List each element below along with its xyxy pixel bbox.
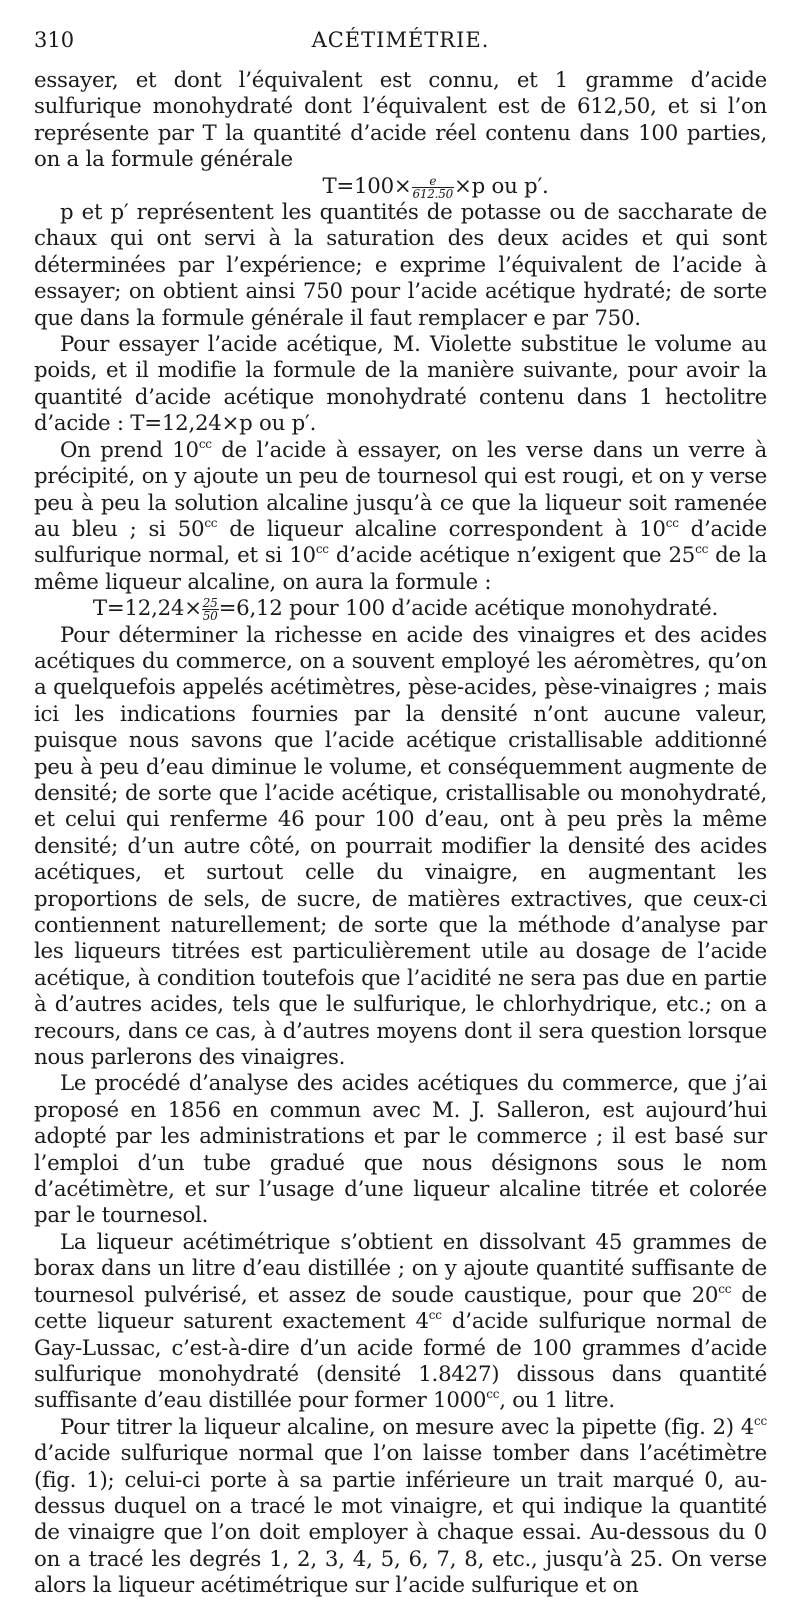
formula-fraction	[202, 597, 219, 622]
text-run: , ou 1 litre.	[499, 1388, 615, 1414]
result-formula	[34, 596, 767, 622]
paragraph-salleron: Le procédé d’analyse des acides acétiques du commerce, que j’ai proposé en 1856 en commun avec M. J. Salleron, est aujourd’hui adopté par les administrations et par le commerce ; il est basé sur l’emploi d’un tube gradué que nous désignons sous le nom d’acétimètre, et sur l’usage d’une liqueur alcaline titrée et colorée par le tournesol.	[34, 1071, 767, 1229]
unit-cc: cc	[428, 1308, 442, 1323]
fraction-denominator: 50	[202, 609, 218, 624]
text-run: La liqueur acétimétrique s’obtient en dissolvant 45 grammes de borax dans un litre d’eau distillée ; on y ajoute quantité suffisante de tournesol pulvérisé, et assez de soude caustique, pour que 20	[34, 1229, 767, 1308]
paragraph-procedure	[34, 438, 767, 596]
page-header	[34, 28, 767, 68]
formula-rhs: ×p ou p′.	[454, 173, 549, 199]
formula-rhs: =6,12 pour 100 d’acide acétique monohydraté.	[218, 596, 719, 622]
text-run: d’acide sulfurique normal que l’on laisse tomber dans l’acétimètre (fig. 1); celui-ci porte à sa partie inférieure un trait marqué 0, au-dessus duquel on a tracé le mot vinaigre, et qui indique la quantité de vinaigre que l’on doit employer à chaque essai. Au-dessous du 0 on a tracé les degrés 1, 2, 3, 4, 5, 6, 7, 8, etc., jusqu’à 25. On verse alors la liqueur acétimétrique sur l’acide sulfurique et on	[34, 1441, 767, 1599]
text-run: de l’acide à essayer, on les verse dans un verre à précipité, on y ajoute un peu de tournesol qui est rougi, et on y verse peu à peu la solution alcaline jusqu’à ce que la liqueur soit ramenée au bleu ; si 50	[34, 437, 767, 542]
fraction-numerator: 25	[202, 596, 218, 611]
paragraph-variables: p et p′ représentent les quantités de potasse ou de saccharate de chaux qui ont servi à la saturation des deux acides et qui sont déterminées par l’expérience; e exprime l’équivalent de l’acide à essayer; on obtient ainsi 750 pour l’acide acétique hydraté; de sorte que dans la formule générale il faut remplacer e par 750.	[34, 200, 767, 331]
fraction-numerator: e	[412, 175, 455, 188]
unit-cc: cc	[665, 515, 679, 530]
page-number: 310	[34, 28, 75, 52]
paragraph-continuation: essayer, et dont l’équivalent est connu, et 1 gramme d’acide sulfurique monohydraté dont l’équivalent est de 612,50, et si l’on représente par T la quantité d’acide réel contenu dans 100 parties, on a la formule générale	[34, 68, 767, 173]
text-run: d’acide acétique n’exigent que 25	[328, 543, 696, 569]
text-run: On prend 10	[60, 437, 199, 463]
unit-cc: cc	[315, 542, 329, 557]
formula-lhs: T=12,24×	[92, 596, 202, 622]
running-head: ACÉTIMÉTRIE.	[311, 28, 490, 52]
text-run: de la même liqueur alcaline, on aura la formule :	[34, 543, 767, 595]
fraction-denominator: 612.50	[412, 186, 453, 201]
general-formula	[34, 174, 767, 200]
unit-cc: cc	[718, 1281, 732, 1296]
unit-cc: cc	[204, 515, 218, 530]
book-page	[34, 28, 767, 1600]
text-run: d’acide sulfurique normal, et si 10	[34, 516, 767, 569]
paragraph-violette: Pour essayer l’acide acétique, M. Violette substitue le volume au poids, et il modifie la formule de la manière suivante, pour avoir la quantité d’acide acétique monohydraté contenu dans 1 hectolitre d’acide : T=12,24×p ou p′.	[34, 332, 767, 437]
text-run: Pour titrer la liqueur alcaline, on mesure avec la pipette (fig. 2) 4	[60, 1414, 755, 1440]
unit-cc: cc	[198, 436, 212, 451]
page-body	[34, 68, 767, 1600]
formula-fraction	[412, 175, 455, 200]
text-run: de liqueur alcaline correspondent à 10	[217, 516, 666, 542]
unit-cc: cc	[754, 1413, 767, 1428]
text-run: de cette liqueur saturent exactement 4	[34, 1282, 767, 1335]
paragraph-titrer	[34, 1415, 767, 1600]
unit-cc: cc	[486, 1387, 500, 1402]
unit-cc: cc	[695, 542, 709, 557]
paragraph-liqueur	[34, 1230, 767, 1415]
paragraph-aerometres: Pour déterminer la richesse en acide des vinaigres et des acides acétiques du commerce, on a souvent employé les aéromètres, qu’on a quelquefois appelés acétimètres, pèse-acides, pèse-vinaigres ; mais ici les indications fournies par la densité n’ont aucune valeur, puisque nous savons que l’acide acétique cristallisable additionné peu à peu d’eau diminue le volume, et conséquemment augmente de densité; de sorte que l’acide acétique, cristallisable ou monohydraté, et celui qui renferme 46 pour 100 d’eau, ont à peu près la même densité; d’un autre côté, on pourrait modifier la densité des acides acétiques, et surtout celle du vinaigre, en augmentant les proportions de sels, de sucre, de matières extractives, que ceux-ci contiennent naturellement; de sorte que la méthode d’analyse par les liqueurs titrées est particulièrement utile au dosage de l’acide acétique, à condition toutefois que l’acidité ne sera pas due en partie à d’autres acides, tels que le sulfurique, le chlorhydrique, etc.; on a recours, dans ce cas, à d’autres moyens dont il sera question lorsque nous parlerons des vinaigres.	[34, 622, 767, 1071]
formula-lhs: T=100×	[322, 173, 412, 199]
text-run: d’acide sulfurique normal de Gay-Lussac, c’est-à-dire d’un acide formé de 100 grammes d’acide sulfurique monohydraté (densité 1.8427) dissous dans quantité suffisante d’eau distillée pour former 1000	[34, 1309, 767, 1414]
